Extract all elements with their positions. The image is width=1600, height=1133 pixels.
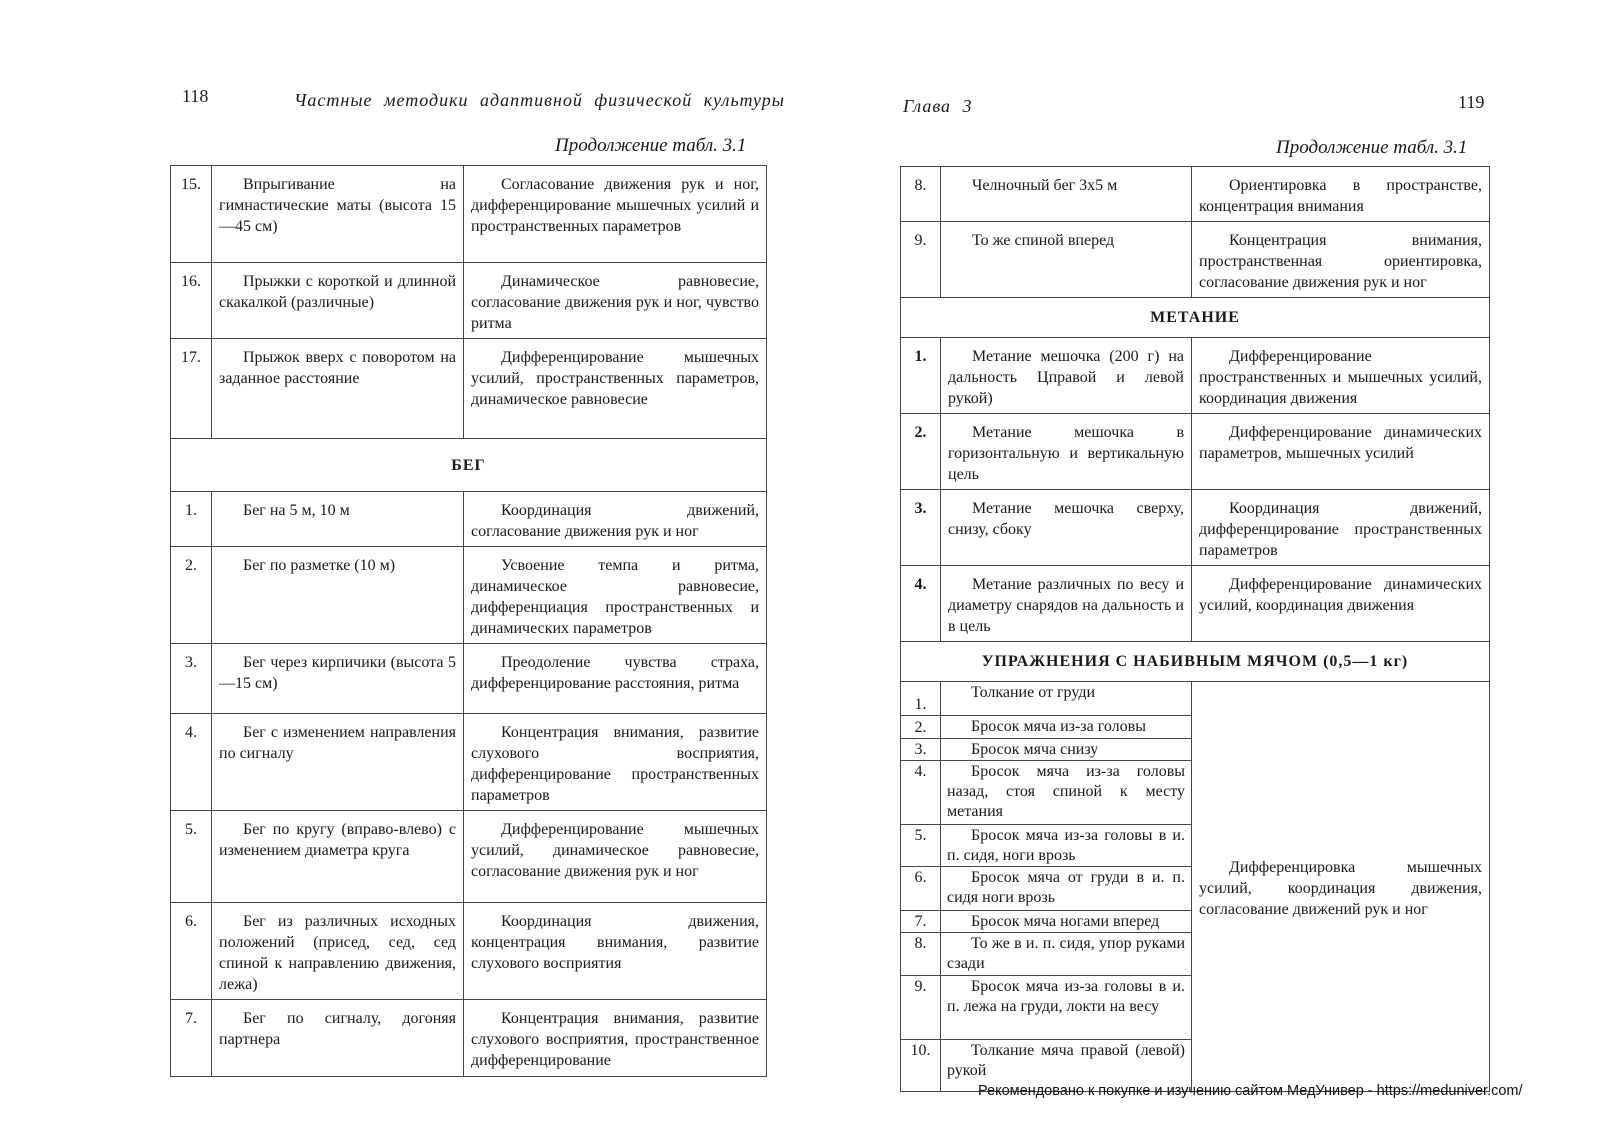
- table-row: [901, 167, 1490, 222]
- purpose-cell: Дифференцирование динамических параметров, мышечных усилий: [1192, 414, 1490, 490]
- purpose-cell: Дифференцирование динамических усилий, координация движения: [1192, 566, 1490, 642]
- running-head-right: Глава 3: [903, 96, 973, 116]
- row-number: 1.: [901, 338, 941, 414]
- table-row: [171, 339, 767, 439]
- row-number: 2.: [171, 547, 212, 644]
- table-row: [171, 644, 767, 714]
- row-number: 1.: [901, 682, 941, 716]
- exercise-cell: Бег с изменением направления по сигналу: [212, 714, 464, 811]
- table-row: [171, 166, 767, 263]
- exercise-cell: Бросок мяча из-за головы назад, стоя спиной к месту метания: [941, 761, 1192, 825]
- purpose-cell: Координация движений, согласование движения рук и ног: [464, 492, 767, 547]
- section-title-throw: МЕТАНИЕ: [901, 298, 1490, 338]
- exercise-cell: То же в и. п. сидя, упор руками сзади: [941, 933, 1192, 976]
- row-number: 1.: [171, 492, 212, 547]
- exercise-cell: То же спиной вперед: [941, 222, 1192, 298]
- exercise-cell: Бег по сигналу, догоняя партнера: [212, 1000, 464, 1077]
- exercise-cell: Бег по кругу (вправо-влево) с изменением диаметра круга: [212, 811, 464, 903]
- purpose-cell: Ориентировка в пространстве, концентрация внимания: [1192, 167, 1490, 222]
- row-number: 4.: [901, 566, 941, 642]
- row-number: 7.: [171, 1000, 212, 1077]
- purpose-cell: Согласование движения рук и ног, дифференцирование мышечных усилий и пространственных параметров: [464, 166, 767, 263]
- table-row: [901, 414, 1490, 490]
- purpose-cell: Концентрация внимания, развитие слухового восприятия, пространственное дифференцирование: [464, 1000, 767, 1077]
- row-number: 7.: [901, 911, 941, 933]
- exercise-cell: Бег через кирпичики (высота 5—15 см): [212, 644, 464, 714]
- table-row: [901, 566, 1490, 642]
- page-number-right: 119: [1458, 92, 1485, 112]
- table-continuation-right: Продолжение табл. 3.1: [1276, 137, 1468, 158]
- exercise-cell: Бег по разметке (10 м): [212, 547, 464, 644]
- table-row: [901, 222, 1490, 298]
- table-row: [171, 547, 767, 644]
- exercise-cell: Толкание мяча правой (левой) рукой: [941, 1040, 1192, 1092]
- purpose-cell: Дифференцирование мышечных усилий, пространственных параметров, динамическое равновесие: [464, 339, 767, 439]
- row-number: 9.: [901, 976, 941, 1040]
- purpose-cell: Координация движений, дифференцирование пространственных параметров: [1192, 490, 1490, 566]
- row-number: 15.: [171, 166, 212, 263]
- table-continuation-left: Продолжение табл. 3.1: [555, 135, 747, 156]
- row-number: 9.: [901, 222, 941, 298]
- exercise-cell: Метание мешочка (200 г) на дальность Цправой и левой рукой): [941, 338, 1192, 414]
- exercise-cell: Челночный бег 3х5 м: [941, 167, 1192, 222]
- running-head-left: Частные методики адаптивной физической культуры: [294, 90, 785, 110]
- footer-note: Рекомендовано к покупке и изучению сайтом МедУнивер - https://meduniver.com/: [978, 1083, 1523, 1099]
- table-row: [901, 682, 1490, 716]
- table-row: [901, 338, 1490, 414]
- purpose-cell: Координация движения, концентрация внимания, развитие слухового восприятия: [464, 903, 767, 1000]
- exercise-cell: Толкание от груди: [941, 682, 1192, 716]
- purpose-cell: Концентрация внимания, пространственная ориентировка, согласование движения рук и ног: [1192, 222, 1490, 298]
- row-number: 3.: [901, 739, 941, 761]
- purpose-cell: Дифференцирование пространственных и мышечных усилий, координация движения: [1192, 338, 1490, 414]
- exercise-cell: Бег на 5 м, 10 м: [212, 492, 464, 547]
- exercise-cell: Бросок мяча от груди в и. п. сидя ноги врозь: [941, 867, 1192, 911]
- left-table: [170, 165, 767, 1077]
- purpose-cell: Динамическое равновесие, согласование движения рук и ног, чувство ритма: [464, 263, 767, 339]
- table-row: [171, 714, 767, 811]
- purpose-cell: Усвоение темпа и ритма, динамическое равновесие, дифференциация пространственных и динамических параметров: [464, 547, 767, 644]
- row-number: 16.: [171, 263, 212, 339]
- table-row: [171, 263, 767, 339]
- row-number: 5.: [901, 825, 941, 867]
- row-number: 3.: [171, 644, 212, 714]
- exercise-cell: Бросок мяча ногами вперед: [941, 911, 1192, 933]
- exercise-cell: Метание мешочка сверху, снизу, сбоку: [941, 490, 1192, 566]
- exercise-cell: Прыжки с короткой и длинной скакалкой (различные): [212, 263, 464, 339]
- exercise-cell: Бросок мяча снизу: [941, 739, 1192, 761]
- purpose-cell: Дифференцирование мышечных усилий, динамическое равновесие, согласование движения рук и ног: [464, 811, 767, 903]
- row-number: 4.: [901, 761, 941, 825]
- right-table: [900, 166, 1490, 1092]
- row-number: 5.: [171, 811, 212, 903]
- row-number: 6.: [901, 867, 941, 911]
- row-number: 2.: [901, 414, 941, 490]
- table-row: [171, 1000, 767, 1077]
- exercise-cell: Впрыгивание на гимнастические маты (высота 15—45 см): [212, 166, 464, 263]
- exercise-cell: Бросок мяча из-за головы в и. п. сидя, ноги врозь: [941, 825, 1192, 867]
- shared-purpose-cell: Дифференцировка мышечных усилий, координация движения, согласование движений рук и ног: [1192, 682, 1490, 1092]
- exercise-cell: Бросок мяча из-за головы в и. п. лежа на груди, локти на весу: [941, 976, 1192, 1040]
- row-number: 3.: [901, 490, 941, 566]
- exercise-cell: Метание различных по весу и диаметру снарядов на дальность и в цель: [941, 566, 1192, 642]
- purpose-cell: Концентрация внимания, развитие слухового восприятия, дифференцирование пространственных параметров: [464, 714, 767, 811]
- row-number: 8.: [901, 167, 941, 222]
- exercise-cell: Прыжок вверх с поворотом на заданное расстояние: [212, 339, 464, 439]
- section-row: [901, 298, 1490, 338]
- row-number: 4.: [171, 714, 212, 811]
- section-title-run: БЕГ: [171, 439, 767, 492]
- exercise-cell: Метание мешочка в горизонтальную и вертикальную цель: [941, 414, 1192, 490]
- purpose-cell: Преодоление чувства страха, дифференцирование расстояния, ритма: [464, 644, 767, 714]
- section-row: [171, 439, 767, 492]
- table-row: [171, 811, 767, 903]
- row-number: 2.: [901, 716, 941, 739]
- row-number: 17.: [171, 339, 212, 439]
- exercise-cell: Бросок мяча из-за головы: [941, 716, 1192, 739]
- exercise-cell: Бег из различных исходных положений (присед, сед, сед спиной к направлению движения, лежа): [212, 903, 464, 1000]
- table-row: [901, 490, 1490, 566]
- row-number: 6.: [171, 903, 212, 1000]
- table-row: [171, 903, 767, 1000]
- section-row: [901, 642, 1490, 682]
- row-number: 8.: [901, 933, 941, 976]
- row-number: 10.: [901, 1040, 941, 1092]
- section-title-ball: УПРАЖНЕНИЯ С НАБИВНЫМ МЯЧОМ (0,5—1 кг): [901, 642, 1490, 682]
- page-number-left: 118: [182, 86, 209, 106]
- table-row: [171, 492, 767, 547]
